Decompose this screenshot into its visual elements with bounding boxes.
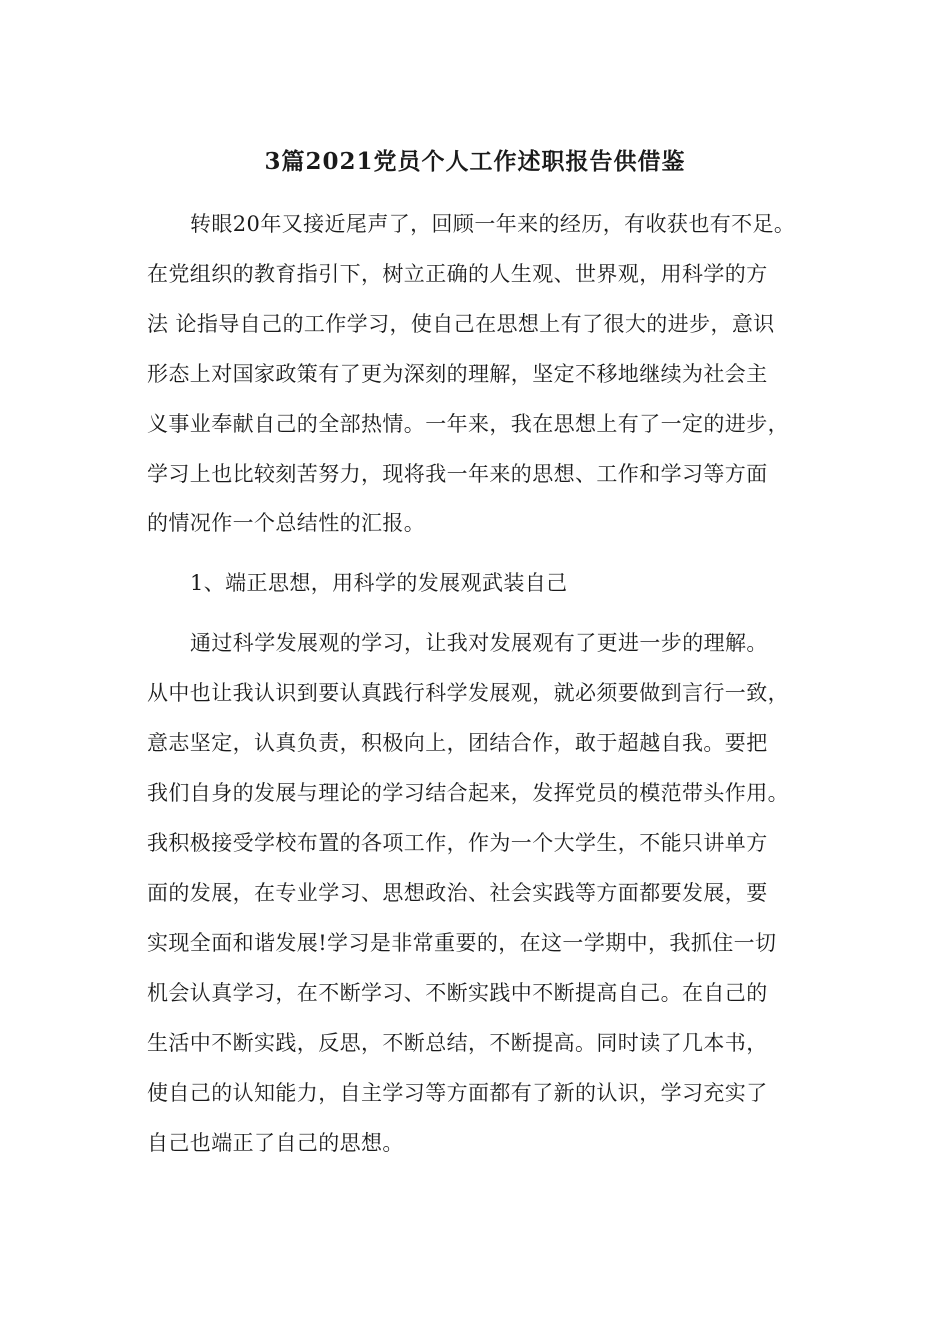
paragraph-line: 法 论指导自己的工作学习，使自己在思想上有了很大的进步，意识	[147, 312, 775, 336]
paragraph-line: 通过科学发展观的学习，让我对发展观有了更进一步的理解。	[190, 631, 768, 655]
paragraph-line: 面的发展，在专业学习、思想政治、社会实践等方面都要发展，要	[147, 881, 768, 905]
paragraph-line: 生活中不断实践，反思，不断总结，不断提高。同时读了几本书，	[147, 1031, 768, 1055]
paragraph-line: 机会认真学习，在不断学习、不断实践中不断提高自己。在自己的	[147, 981, 768, 1005]
paragraph-line: 从中也让我认识到要认真践行科学发展观，就必须要做到言行一致，	[147, 681, 789, 705]
paragraph-line: 意志坚定，认真负责，积极向上，团结合作，敢于超越自我。要把	[147, 731, 768, 755]
paragraph-line: 我积极接受学校布置的各项工作，作为一个大学生，不能只讲单方	[147, 831, 768, 855]
section-heading: 1、端正思想，用科学的发展观武装自己	[190, 571, 568, 595]
paragraph-line: 转眼20年又接近尾声了，回顾一年来的经历，有收获也有不足。	[190, 212, 796, 236]
paragraph-line: 我们自身的发展与理论的学习结合起来，发挥党员的模范带头作用。	[147, 781, 789, 805]
paragraph-line: 实现全面和谐发展!学习是非常重要的，在这一学期中，我抓住一切	[147, 931, 777, 955]
paragraph-line: 义事业奉献自己的全部热情。一年来，我在思想上有了一定的进步，	[147, 412, 789, 436]
paragraph-line: 自己也端正了自己的思想。	[147, 1131, 404, 1155]
paragraph-line: 形态上对国家政策有了更为深刻的理解，坚定不移地继续为社会主	[147, 362, 768, 386]
paragraph-line: 在党组织的教育指引下，树立正确的人生观、世界观，用科学的方	[147, 262, 768, 286]
document-title: 3篇2021党员个人工作述职报告供借鉴	[264, 148, 686, 175]
paragraph-line: 使自己的认知能力，自主学习等方面都有了新的认识，学习充实了	[147, 1081, 768, 1105]
paragraph-line: 的情况作一个总结性的汇报。	[147, 511, 426, 535]
paragraph-line: 学习上也比较刻苦努力，现将我一年来的思想、工作和学习等方面	[147, 462, 768, 486]
